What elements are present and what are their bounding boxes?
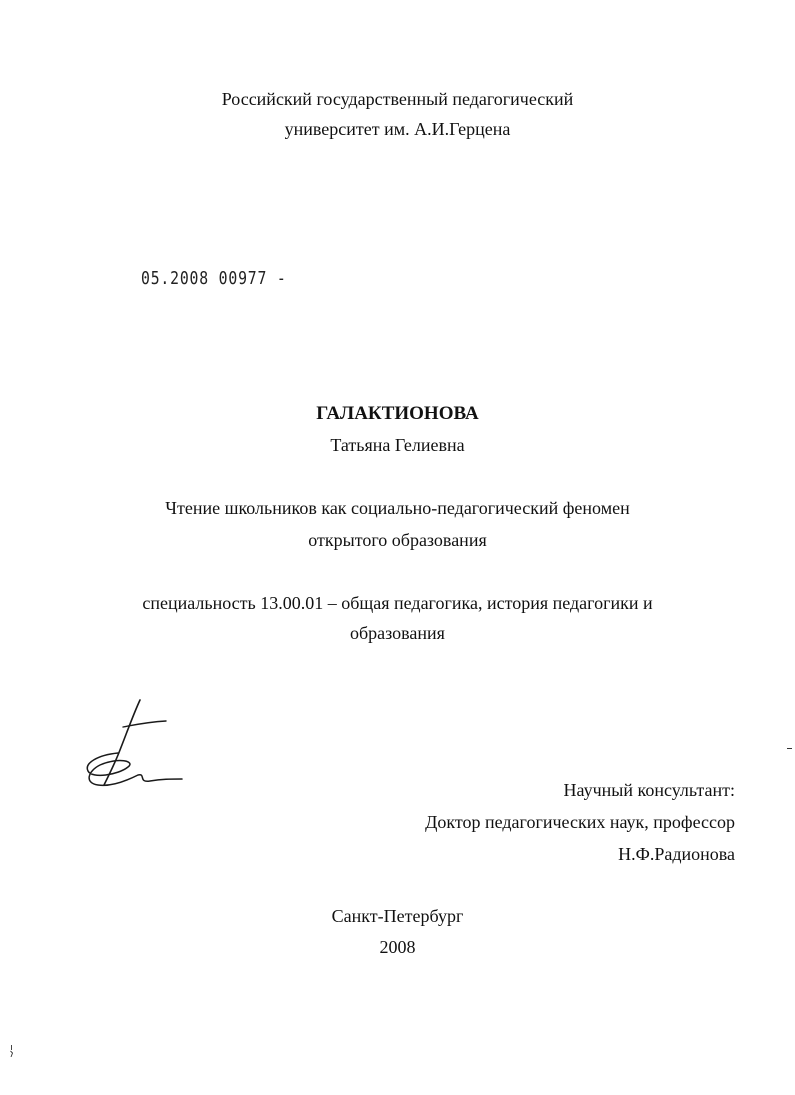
- specialty-line2: образования: [350, 623, 445, 643]
- dissertation-title-line2: открытого образования: [308, 530, 487, 550]
- author-name: Татьяна Гелиевна: [330, 435, 465, 455]
- handwritten-signature: [78, 695, 188, 795]
- specialty-line1: специальность 13.00.01 – общая педагогика, история педагогики и: [142, 593, 653, 613]
- consultant-name: Н.Ф.Радионова: [618, 844, 735, 864]
- registration-code: 05.2008 00977 -: [141, 268, 287, 289]
- year: 2008: [379, 937, 416, 957]
- author-surname: ГАЛАКТИОНОВА: [316, 403, 479, 424]
- dissertation-title-line1: Чтение школьников как социально-педагогический феномен: [165, 498, 630, 518]
- scan-mark-left: [10, 1045, 13, 1057]
- consultant-degree: Доктор педагогических наук, профессор: [425, 812, 735, 832]
- scan-mark-right: [787, 748, 792, 749]
- university-name-line1: Российский государственный педагогический: [221, 89, 574, 109]
- consultant-label: Научный консультант:: [563, 780, 735, 800]
- university-name-line2: университет им. А.И.Герцена: [284, 119, 511, 139]
- city: Санкт-Петербург: [331, 906, 464, 926]
